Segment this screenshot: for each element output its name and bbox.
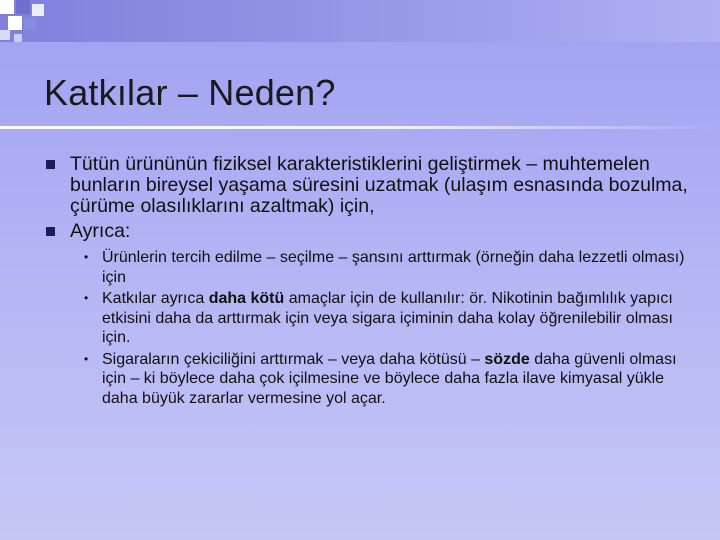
- bullet-text: Tütün ürününün fiziksel karakteristiklerini geliştirmek – muhtemelen bunların bireysel yaşama süresini uzatmak (ulaşım esnasında bozulma, çürüme olasılıklarını azaltmak) için,: [70, 153, 688, 217]
- emphasis-text: sözde: [484, 350, 530, 368]
- dot-bullet-icon: •: [84, 351, 89, 366]
- sub-bullet-item: [82, 350, 694, 409]
- deco-square-icon: [14, 34, 22, 42]
- deco-square-icon: [0, 30, 10, 40]
- deco-square-icon: [32, 4, 44, 16]
- slide-top-bar: [0, 0, 720, 42]
- dot-bullet-icon: •: [84, 250, 89, 264]
- title-underline: [0, 126, 720, 129]
- sub-bullet-text: Katkılar ayrıca: [102, 290, 209, 307]
- slide-title: Katkılar – Neden?: [44, 72, 336, 113]
- sub-bullet-text: Sigaraların çekiciliğini arttırmak – veya daha kötüsü –: [102, 350, 485, 368]
- bullet-item: [44, 154, 694, 217]
- sub-bullet-text: Ürünlerin tercih edilme – seçilme – şansını arttırmak (örneğin daha lezzetli olması) için: [102, 249, 685, 286]
- bullet-item: [44, 221, 694, 242]
- bullet-list: [44, 154, 694, 410]
- sub-bullet-item: [82, 248, 694, 287]
- sub-bullet-item: [82, 289, 694, 348]
- sub-bullet-text: daha güvenli olması için – ki böylece daha çok içilmesine ve böylece daha fazla ilave kimyasal yükle daha büyük zararlar vermesine yol açar.: [102, 350, 677, 407]
- deco-square-icon: [8, 16, 22, 30]
- bullet-text: Ayrıca:: [70, 220, 131, 242]
- emphasis-text: daha kötü: [208, 290, 285, 307]
- square-bullet-icon: [46, 160, 55, 169]
- sub-bullet-list: [44, 248, 694, 408]
- deco-square-icon: [0, 0, 14, 14]
- sub-bullet-text: amaçlar için de kullanılır: ör. Nikotinin bağımlılık yapıcı etkisini daha da arttırmak için veya sigara içiminin daha kolay öğrenilebilir olması için.: [102, 290, 673, 346]
- deco-square-icon: [16, 0, 30, 14]
- square-bullet-icon: [46, 227, 55, 236]
- deco-square-icon: [24, 18, 36, 30]
- decorative-squares: [0, 0, 60, 50]
- dot-bullet-icon: •: [84, 291, 89, 305]
